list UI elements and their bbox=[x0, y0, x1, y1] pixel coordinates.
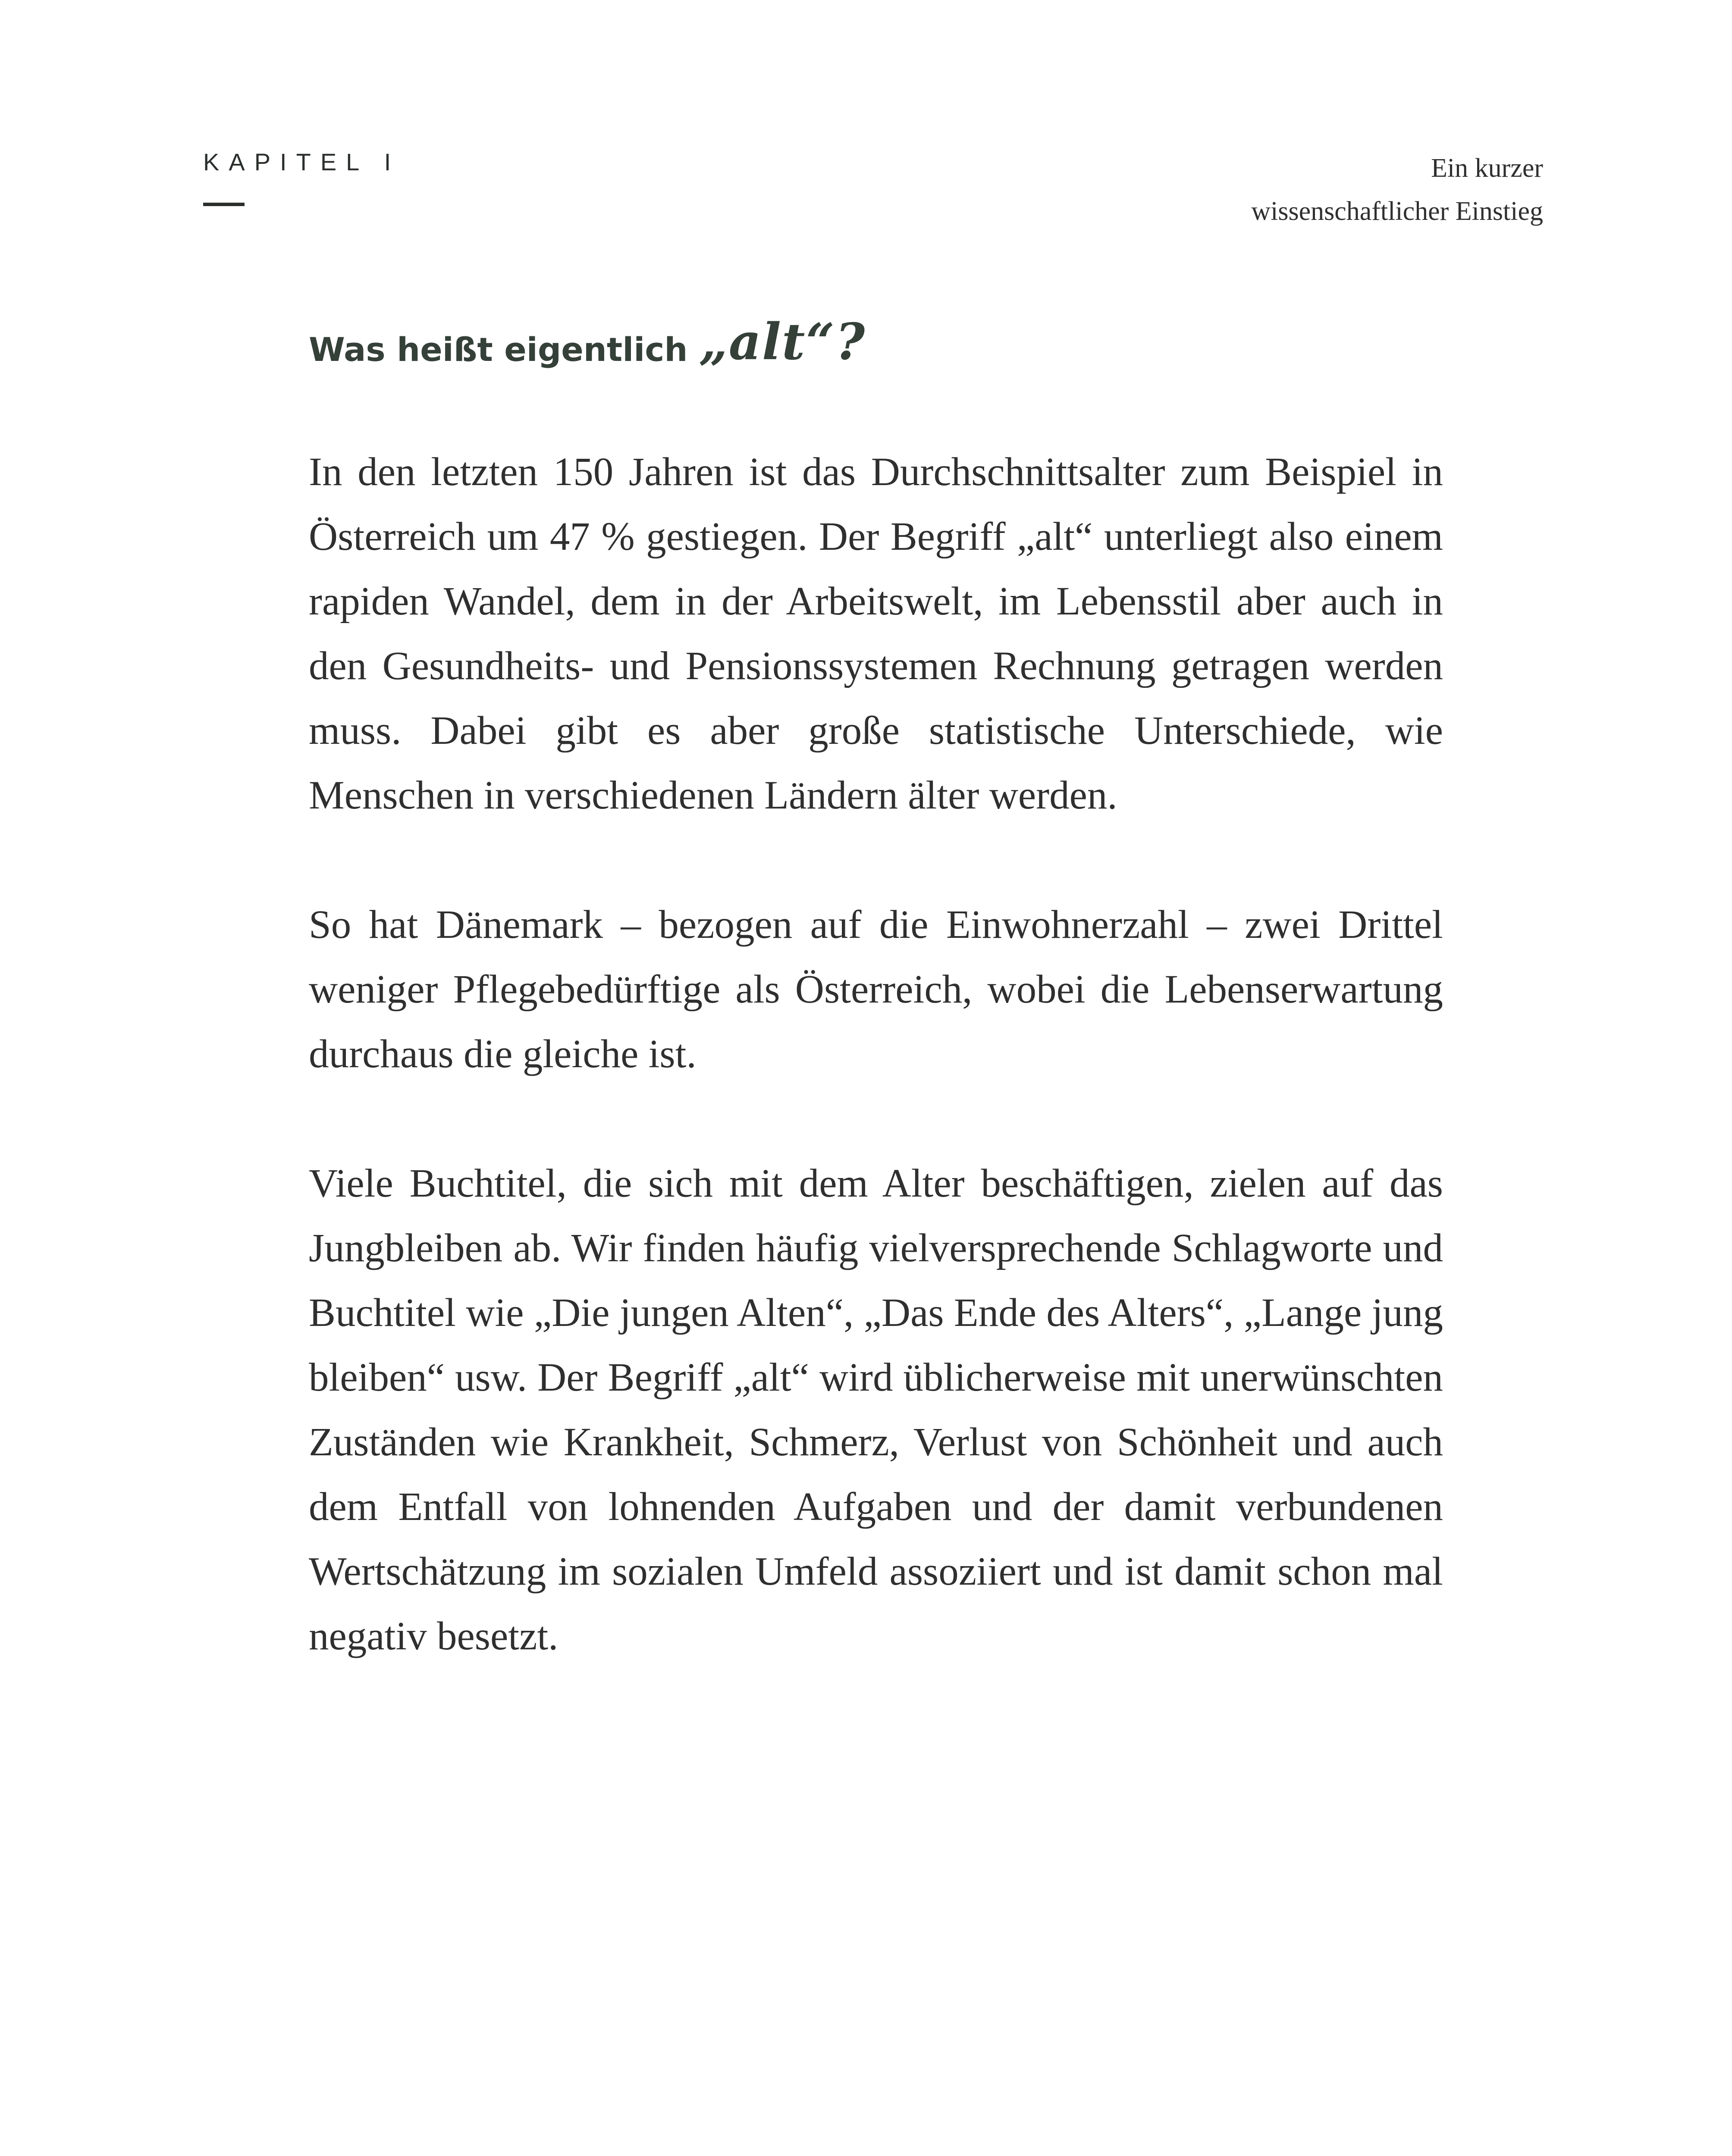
body-text bbox=[309, 440, 1443, 1733]
paragraph-3: Viele Buchtitel, die sich mit dem Alter beschäftigen, zielen auf das Jungbleiben ab. Wir finden häufig vielversprechende Schlagworte und Buchtitel wie „Die jungen Alten“, „Das Ende des Alters“, „Lange jung bleiben“ usw. Der Begriff „alt“ wird üblicherweise mit unerwünschten Zuständen wie Krankheit, Schmerz, Verlust von Schönheit und auch dem Entfall von lohnenden Aufgaben und der damit verbundenen Wertschätzung im sozialen Umfeld assoziiert und ist damit schon mal negativ besetzt. bbox=[309, 1161, 1443, 1658]
section-heading-highlight: alt bbox=[728, 313, 806, 371]
chapter-rule bbox=[203, 203, 245, 206]
chapter-label: KAPITEL I bbox=[203, 148, 401, 175]
paragraph-2: So hat Dänemark – bezogen auf die Einwohnerzahl – zwei Drittel weniger Pflegebedürftige als Österreich, wobei die Lebenserwartung durchaus die gleiche ist. bbox=[309, 903, 1443, 1076]
paragraph-1: In den letzten 150 Jahren ist das Durchschnittsalter zum Beispiel in Österreich um 47 % gestiegen. Der Begriff „alt“ unterliegt also einem rapiden Wandel, dem in der Arbeitswelt, im Lebensstil aber auch in den Gesundheits- und Pensionssystemen Rechnung getragen werden muss. Dabei gibt es aber große statistische Unterschiede, wie Menschen in verschiedenen Ländern älter werden. bbox=[309, 450, 1443, 818]
section-heading-close-quote: “? bbox=[806, 313, 866, 371]
chapter-title-line-2: wissenschaftlicher Einstieg bbox=[1251, 197, 1543, 226]
section-heading bbox=[309, 314, 866, 374]
section-heading-text: Was heißt eigentlich bbox=[309, 330, 699, 369]
section-heading-open-quote: „ bbox=[699, 313, 729, 371]
chapter-title-line-1: Ein kurzer bbox=[1431, 154, 1543, 183]
chapter-title bbox=[1026, 147, 1543, 233]
